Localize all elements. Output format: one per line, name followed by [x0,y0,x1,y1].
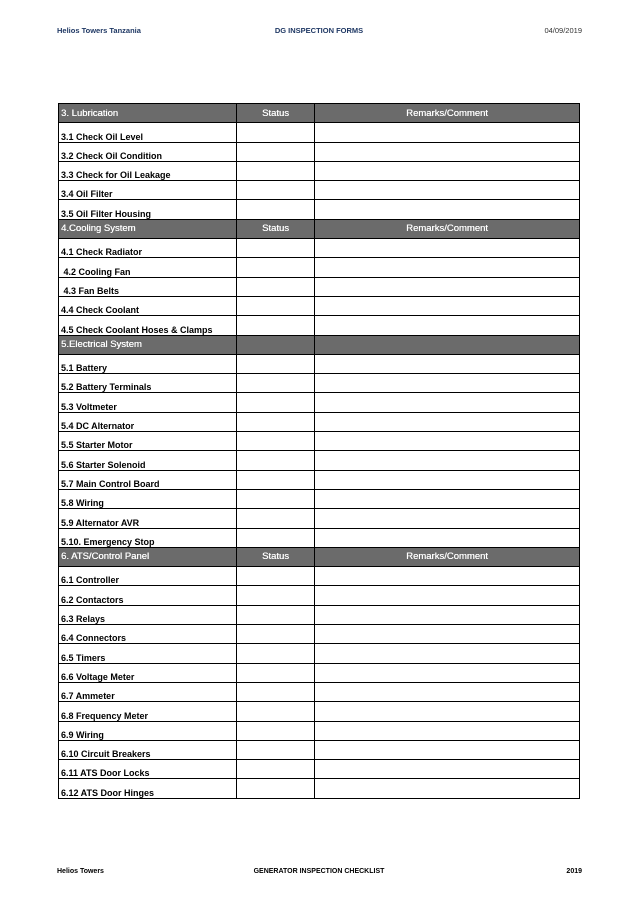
remarks-cell[interactable] [315,200,580,219]
checklist-row [59,123,580,142]
remarks-cell[interactable] [315,161,580,180]
checklist-item-label: 5.4 DC Alternator [59,412,237,431]
footer-company: Helios Towers [57,868,104,875]
status-cell[interactable] [237,470,315,489]
checklist-row [59,605,580,624]
checklist-item-label: 5.5 Starter Motor [59,432,237,451]
status-header: Status [237,219,315,238]
status-cell[interactable] [237,123,315,142]
checklist-row [59,760,580,779]
status-cell[interactable] [237,277,315,296]
status-header: Status [237,547,315,566]
checklist-row [59,374,580,393]
checklist-item-label: 5.3 Voltmeter [59,393,237,412]
checklist-item-label: 6.7 Ammeter [59,682,237,701]
status-header: Status [237,104,315,123]
checklist-row [59,740,580,759]
checklist-row [59,393,580,412]
checklist-item-label: 6.8 Frequency Meter [59,702,237,721]
remarks-cell[interactable] [315,625,580,644]
checklist-row [59,451,580,470]
remarks-cell[interactable] [315,644,580,663]
status-cell[interactable] [237,605,315,624]
status-cell[interactable] [237,374,315,393]
status-cell[interactable] [237,779,315,798]
status-cell[interactable] [237,181,315,200]
remarks-cell[interactable] [315,316,580,335]
checklist-item-label: 3.3 Check for Oil Leakage [59,161,237,180]
checklist-item-label: 6.10 Circuit Breakers [59,740,237,759]
section-header-row [59,219,580,238]
remarks-cell[interactable] [315,702,580,721]
status-cell[interactable] [237,567,315,586]
checklist-row [59,567,580,586]
checklist-item-label: 4.3 Fan Belts [59,277,237,296]
checklist-row [59,354,580,373]
remarks-cell[interactable] [315,142,580,161]
remarks-header: Remarks/Comment [315,547,580,566]
checklist-item-label: 5.1 Battery [59,354,237,373]
remarks-cell[interactable] [315,239,580,258]
section-title: 4.Cooling System [59,219,237,238]
remarks-cell[interactable] [315,181,580,200]
status-cell[interactable] [237,432,315,451]
remarks-cell[interactable] [315,432,580,451]
status-cell[interactable] [237,142,315,161]
status-cell[interactable] [237,528,315,547]
remarks-cell[interactable] [315,779,580,798]
footer-title: GENERATOR INSPECTION CHECKLIST [253,868,385,875]
remarks-cell[interactable] [315,586,580,605]
checklist-row [59,200,580,219]
remarks-cell[interactable] [315,489,580,508]
status-cell[interactable] [237,354,315,373]
status-cell[interactable] [237,625,315,644]
checklist-row [59,142,580,161]
checklist-item-label: 5.6 Starter Solenoid [59,451,237,470]
header-company: Helios Towers Tanzania [57,26,141,35]
checklist-row [59,161,580,180]
status-cell[interactable] [237,412,315,431]
checklist-item-label: 3.4 Oil Filter [59,181,237,200]
remarks-cell[interactable] [315,277,580,296]
checklist-row [59,489,580,508]
header-date: 04/09/2019 [544,26,582,35]
checklist-row [59,509,580,528]
checklist-item-label: 6.6 Voltage Meter [59,663,237,682]
section-header-row [59,547,580,566]
checklist-item-label: 4.4 Check Coolant [59,296,237,315]
remarks-cell[interactable] [315,682,580,701]
status-cell[interactable] [237,702,315,721]
checklist-row [59,181,580,200]
checklist-item-label: 3.2 Check Oil Condition [59,142,237,161]
checklist-row [59,779,580,798]
remarks-header: Remarks/Comment [315,104,580,123]
status-cell[interactable] [237,760,315,779]
section-header-row [59,104,580,123]
status-cell[interactable] [237,316,315,335]
section-title: 6. ATS/Control Panel [59,547,237,566]
status-cell[interactable] [237,161,315,180]
checklist-row [59,470,580,489]
status-cell[interactable] [237,239,315,258]
status-cell[interactable] [237,489,315,508]
remarks-cell[interactable] [315,740,580,759]
checklist-row [59,586,580,605]
status-cell[interactable] [237,682,315,701]
checklist-row [59,702,580,721]
remarks-cell[interactable] [315,123,580,142]
remarks-cell[interactable] [315,258,580,277]
checklist-item-label: 5.7 Main Control Board [59,470,237,489]
status-cell[interactable] [237,296,315,315]
checklist-row [59,412,580,431]
checklist-item-label: 5.9 Alternator AVR [59,509,237,528]
remarks-cell[interactable] [315,721,580,740]
remarks-header [315,335,580,354]
footer-year: 2019 [566,868,582,875]
checklist-row [59,296,580,315]
checklist-item-label: 6.1 Controller [59,567,237,586]
checklist-row [59,644,580,663]
section-header-row [59,335,580,354]
checklist-item-label: 3.5 Oil Filter Housing [59,200,237,219]
checklist-row [59,663,580,682]
status-cell[interactable] [237,451,315,470]
checklist-row [59,239,580,258]
status-cell[interactable] [237,200,315,219]
checklist-item-label: 6.11 ATS Door Locks [59,760,237,779]
section-title: 3. Lubrication [59,104,237,123]
status-cell[interactable] [237,509,315,528]
inspection-table [58,103,580,799]
checklist-row [59,258,580,277]
checklist-item-label: 6.12 ATS Door Hinges [59,779,237,798]
status-cell[interactable] [237,586,315,605]
remarks-cell[interactable] [315,605,580,624]
checklist-item-label: 4.5 Check Coolant Hoses & Clamps [59,316,237,335]
status-cell[interactable] [237,258,315,277]
checklist-item-label: 6.4 Connectors [59,625,237,644]
remarks-cell[interactable] [315,470,580,489]
checklist-row [59,277,580,296]
remarks-cell[interactable] [315,354,580,373]
section-title: 5.Electrical System [59,335,237,354]
remarks-cell[interactable] [315,567,580,586]
checklist-item-label: 5.8 Wiring [59,489,237,508]
checklist-row [59,625,580,644]
checklist-item-label: 5.10. Emergency Stop [59,528,237,547]
remarks-cell[interactable] [315,528,580,547]
status-cell[interactable] [237,644,315,663]
remarks-cell[interactable] [315,451,580,470]
remarks-cell[interactable] [315,509,580,528]
status-cell[interactable] [237,393,315,412]
checklist-item-label: 3.1 Check Oil Level [59,123,237,142]
status-cell[interactable] [237,721,315,740]
checklist-item-label: 6.2 Contactors [59,586,237,605]
status-cell[interactable] [237,663,315,682]
remarks-header: Remarks/Comment [315,219,580,238]
checklist-row [59,316,580,335]
status-cell[interactable] [237,740,315,759]
checklist-row [59,721,580,740]
checklist-item-label: 5.2 Battery Terminals [59,374,237,393]
status-header [237,335,315,354]
remarks-cell[interactable] [315,412,580,431]
checklist-item-label: 4.1 Check Radiator [59,239,237,258]
checklist-item-label: 4.2 Cooling Fan [59,258,237,277]
remarks-cell[interactable] [315,760,580,779]
remarks-cell[interactable] [315,393,580,412]
remarks-cell[interactable] [315,296,580,315]
checklist-item-label: 6.9 Wiring [59,721,237,740]
checklist-row [59,432,580,451]
remarks-cell[interactable] [315,374,580,393]
checklist-item-label: 6.3 Relays [59,605,237,624]
header-title: DG INSPECTION FORMS [274,26,364,35]
checklist-row [59,528,580,547]
remarks-cell[interactable] [315,663,580,682]
checklist-item-label: 6.5 Timers [59,644,237,663]
checklist-row [59,682,580,701]
